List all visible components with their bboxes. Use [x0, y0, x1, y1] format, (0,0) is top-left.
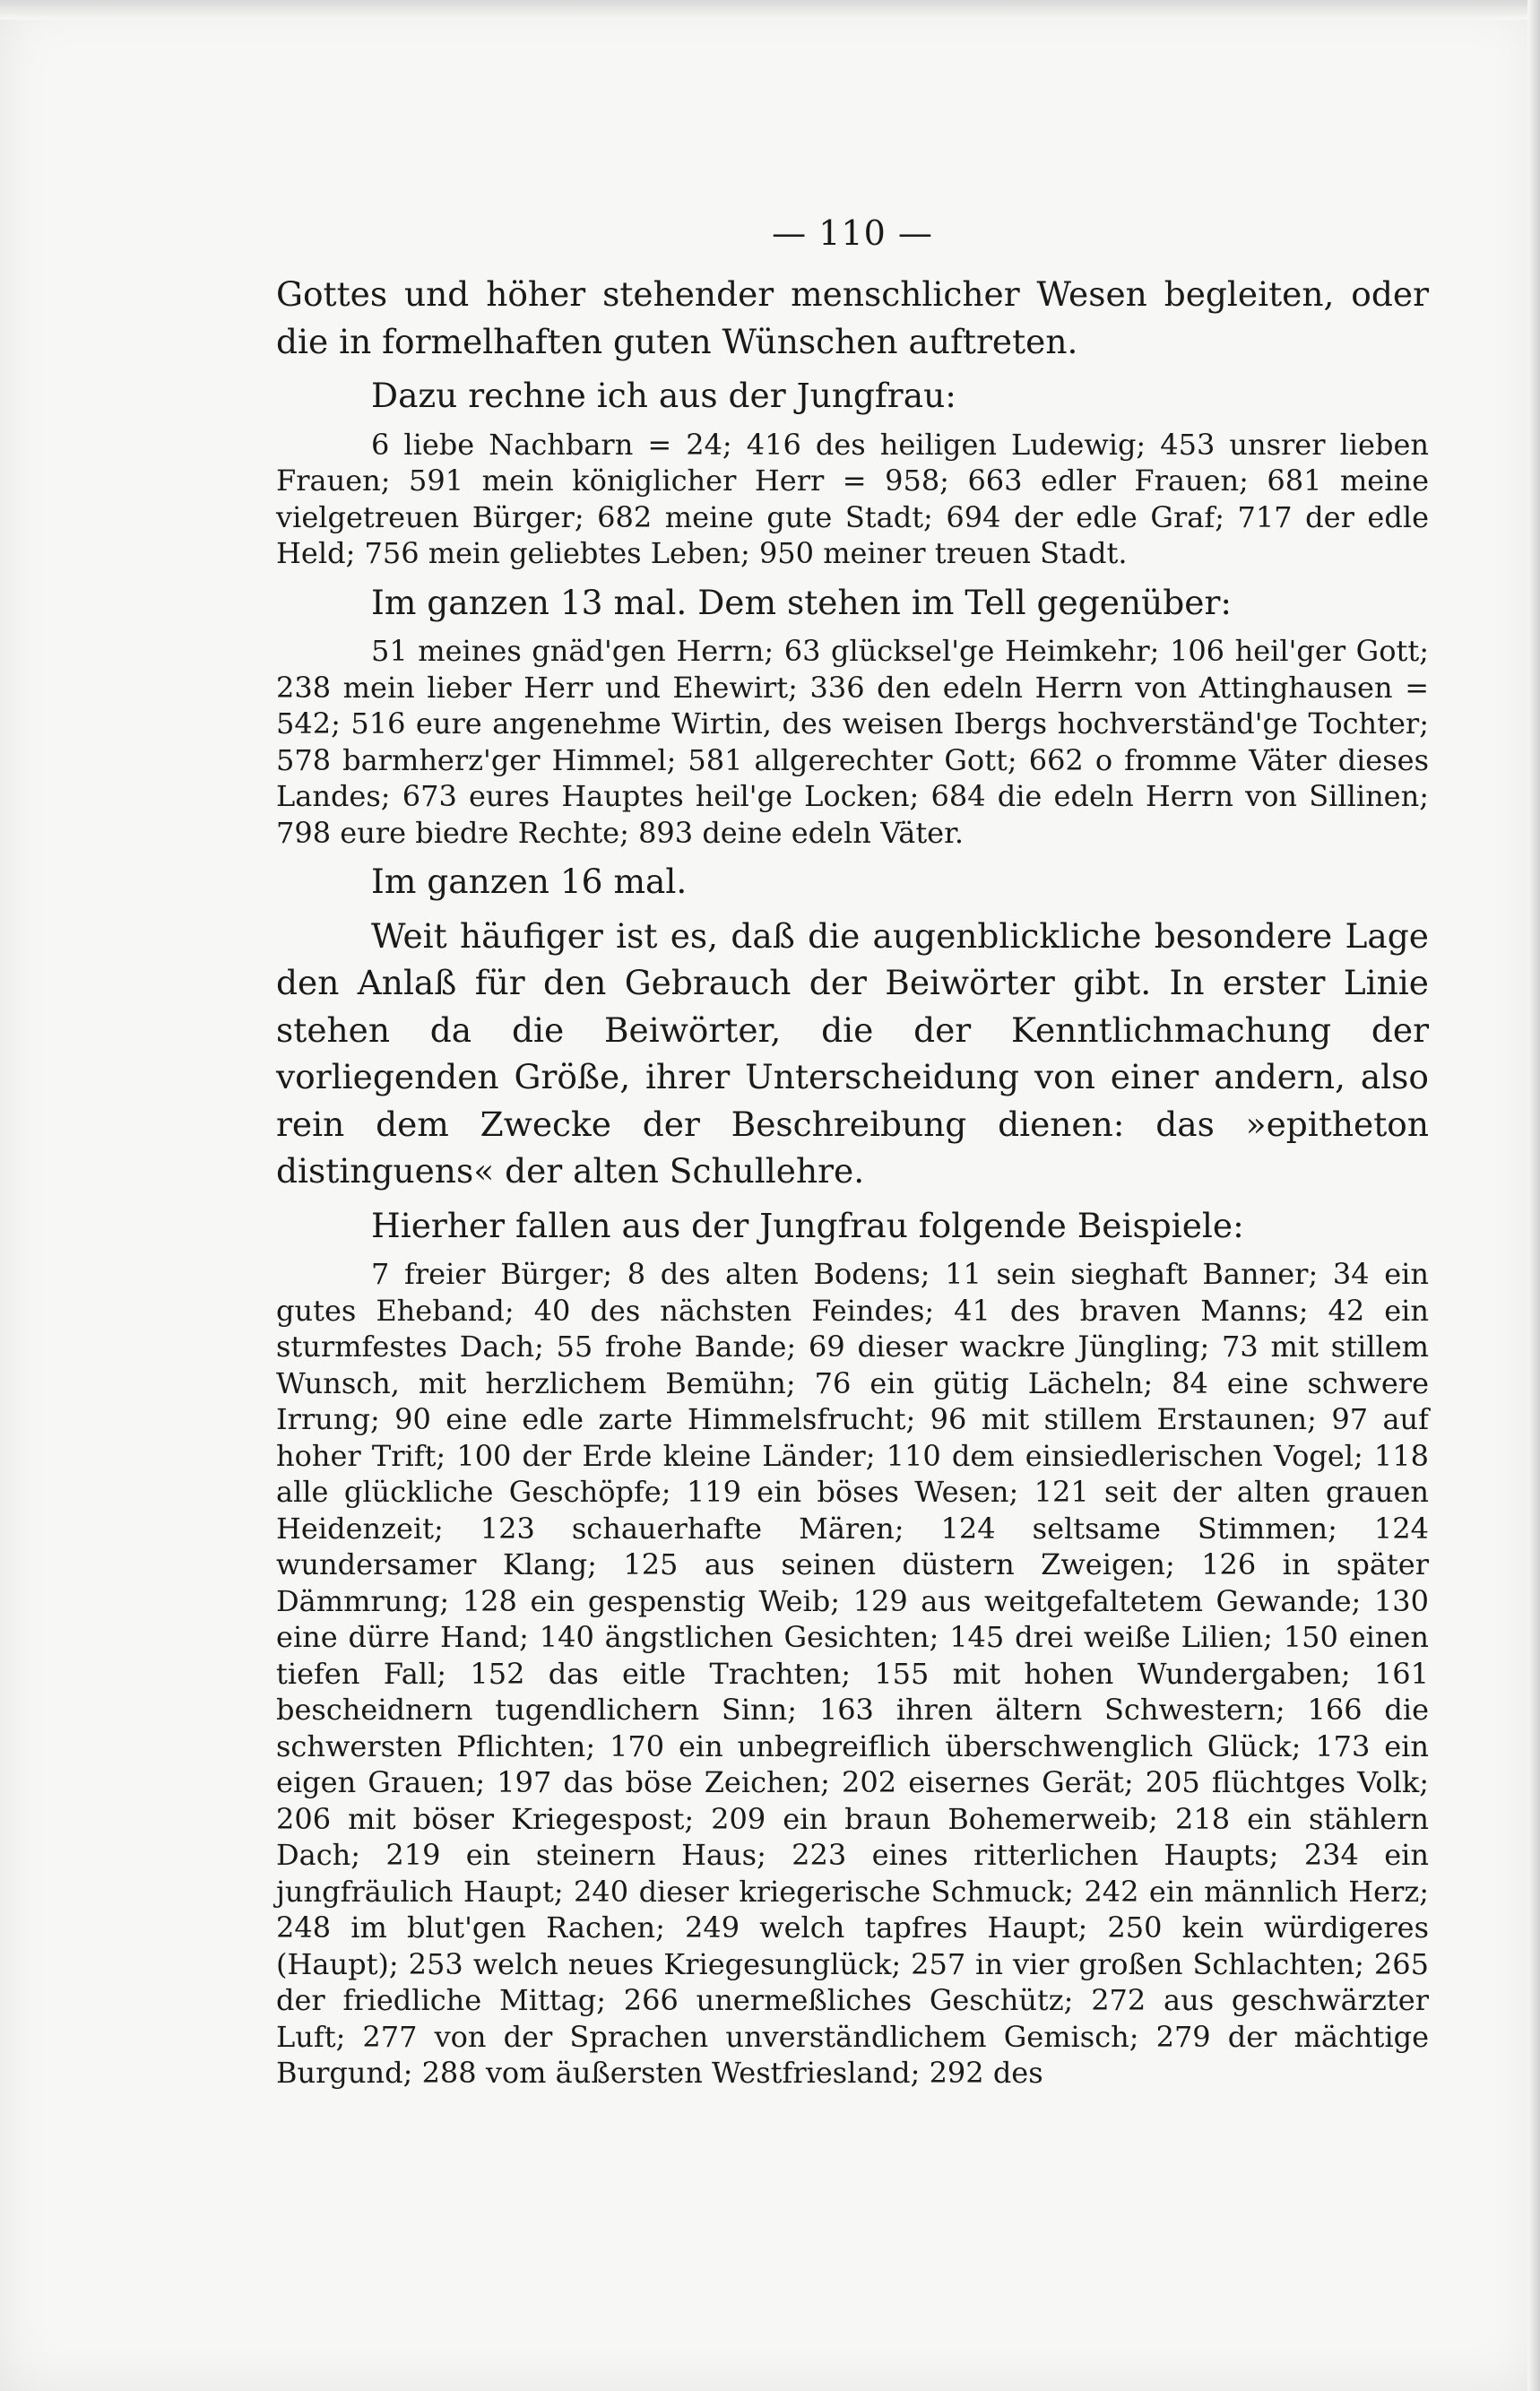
page-edge-right	[1527, 0, 1540, 2391]
paragraph-tell-count: Im ganzen 16 mal.	[371, 862, 688, 901]
text-block	[276, 206, 1429, 2092]
paragraph-tell-intro: Im ganzen 13 mal. Dem stehen im Tell gegenüber:	[371, 582, 1233, 622]
paragraph-jungfrau-intro: Dazu rechne ich aus der Jungfrau:	[371, 376, 956, 415]
paragraph-epitheton: Weit häufiger ist es, daß die augenblickliche besondere Lage den Anlaß für den Gebrauch der Beiwörter gibt. In erster Linie stehen da die Beiwörter, die der Kenntlichmachung der vorliegenden Größe, ihrer Unterscheidung von einer andern, also rein dem Zwecke der Beschreibung dienen: das »epitheton distinguens« der alten Schullehre.	[276, 915, 1429, 1191]
paragraph-jungfrau-examples: 6 liebe Nachbarn = 24; 416 des heiligen Ludewig; 453 unsrer lieben Frauen; 591 mein königlicher Herr = 958; 663 edler Frauen; 681 meine vielgetreuen Bürger; 682 meine gute Stadt; 694 der edle Graf; 717 der edle Held; 756 mein geliebtes Leben; 950 meiner treuen Stadt.	[276, 427, 1429, 570]
page-edge-top	[0, 0, 1540, 20]
paragraph-examples-list: 7 freier Bürger; 8 des alten Bodens; 11 sein sieghaft Banner; 34 ein gutes Eheband; 40 des nächsten Feindes; 41 des braven Manns; 42 ein sturmfestes Dach; 55 frohe Bande; 69 dieser wackre Jüngling; 73 mit stillem Wunsch, mit herzlichem Bemühn; 76 ein gütig Lächeln; 84 eine schwere Irrung; 90 eine edle zarte Himmelsfrucht; 96 mit stillem Erstaunen; 97 auf hoher Trift; 100 der Erde kleine Länder; 110 dem einsiedlerischen Vogel; 118 alle glückliche Geschöpfe; 119 ein böses Wesen; 121 seit der alten grauen Heidenzeit; 123 schauerhafte Mären; 124 seltsame Stimmen; 124 wundersamer Klang; 125 aus seinen düstern Zweigen; 126 in später Dämmrung; 128 ein gespenstig Weib; 129 aus weitgefaltetem Gewande; 130 eine dürre Hand; 140 ängstlichen Gesichten; 145 drei weiße Lilien; 150 einen tiefen Fall; 152 das eitle Trachten; 155 mit hohen Wundergaben; 161 bescheidnern tugendlichern Sinn; 163 ihren ältern Schwestern; 166 die schwersten Pflichten; 170 ein unbegreiflich überschwenglich Glück; 173 ein eigen Grauen; 197 das böse Zeichen; 202 eisernes Gerät; 205 flüchtges Volk; 206 mit böser Kriegespost; 209 ein braun Bohemerweib; 218 ein stählern Dach; 219 ein steinern Haus; 223 eines ritterlichen Haupts; 234 ein jungfräulich Haupt; 240 dieser kriegerische Schmuck; 242 ein männlich Herz; 248 im blut'gen Rachen; 249 welch tapfres Haupt; 250 kein würdigeres (Haupt); 253 welch neues Kriegesunglück; 257 in vier großen Schlachten; 265 der friedliche Mittag; 266 unermeßliches Geschütz; 272 aus geschwärzter Luft; 277 von der Sprachen unverständlichem Gemisch; 279 der mächtige Burgund; 288 vom äußersten Westfriesland; 292 des	[276, 1257, 1429, 2090]
paragraph-continuation: Gottes und höher stehender menschlicher Wesen begleiten, oder die in formelhaften guten Wünschen auftreten.	[276, 274, 1429, 361]
paragraph-examples-intro: Hierher fallen aus der Jungfrau folgende Beispiele:	[371, 1205, 1244, 1245]
paragraph-tell-examples: 51 meines gnäd'gen Herrn; 63 glücksel'ge Heimkehr; 106 heil'ger Gott; 238 mein lieber Herr und Ehewirt; 336 den edeln Herrn von Attinghausen = 542; 516 eure angenehme Wirtin, des weisen Ibergs hochverständ'ge Tochter; 578 barmherz'ger Himmel; 581 allgerechter Gott; 662 o fromme Väter dieses Landes; 673 eures Hauptes heil'ge Locken; 684 die edeln Herrn von Sillinen; 798 eure biedre Rechte; 893 deine edeln Väter.	[276, 634, 1429, 850]
page-number: — 110 —	[772, 213, 933, 253]
